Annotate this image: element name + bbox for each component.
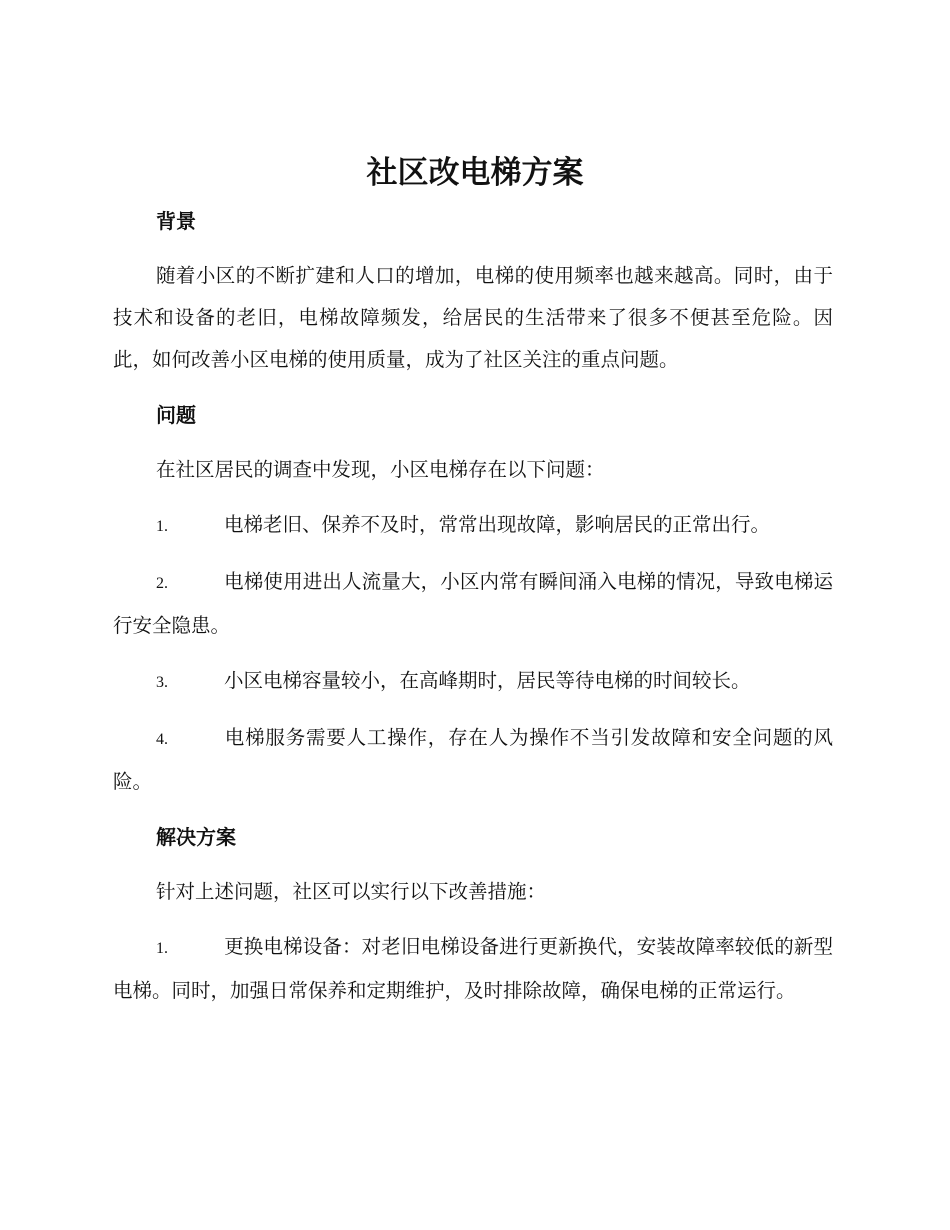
background-paragraph: 随着小区的不断扩建和人口的增加，电梯的使用频率也越来越高。同时，由于技术和设备的老旧，电梯故障频发，给居民的生活带来了很多不便甚至危险。因此，如何改善小区电梯的使用质量，成为了社区关注的重点问题。 — [113, 264, 833, 371]
list-item-number: 2. — [156, 575, 168, 592]
list-item — [113, 660, 833, 704]
list-item — [113, 717, 833, 803]
list-item — [113, 504, 833, 548]
section-heading-background: 背景 — [156, 209, 196, 233]
list-item — [113, 926, 833, 1012]
list-item-text: 小区电梯容量较小，在高峰期时，居民等待电梯的时间较长。 — [224, 669, 751, 692]
document-body — [113, 200, 833, 1012]
list-item-number: 4. — [156, 731, 168, 748]
list-item-text: 更换电梯设备：对老旧电梯设备进行更新换代，安装故障率较低的新型电梯。同时，加强日常保养和定期维护，及时排除故障，确保电梯的正常运行。 — [113, 935, 833, 1002]
list-item-text: 电梯使用进出人流量大，小区内常有瞬间涌入电梯的情况，导致电梯运行安全隐患。 — [113, 570, 833, 637]
document-title: 社区改电梯方案 — [366, 155, 584, 191]
list-item-number: 1. — [156, 940, 168, 957]
section-heading-solutions: 解决方案 — [156, 825, 236, 849]
section-heading-problems: 问题 — [156, 403, 196, 427]
solutions-intro: 针对上述问题，社区可以实行以下改善措施： — [156, 880, 547, 903]
list-item-text: 电梯服务需要人工操作，存在人为操作不当引发故障和安全问题的风险。 — [113, 726, 833, 793]
list-item — [113, 561, 833, 647]
problems-intro: 在社区居民的调查中发现，小区电梯存在以下问题： — [156, 458, 605, 481]
list-item-number: 3. — [156, 674, 168, 691]
list-item-text: 电梯老旧、保养不及时，常常出现故障，影响居民的正常出行。 — [224, 513, 771, 536]
list-item-number: 1. — [156, 518, 168, 535]
